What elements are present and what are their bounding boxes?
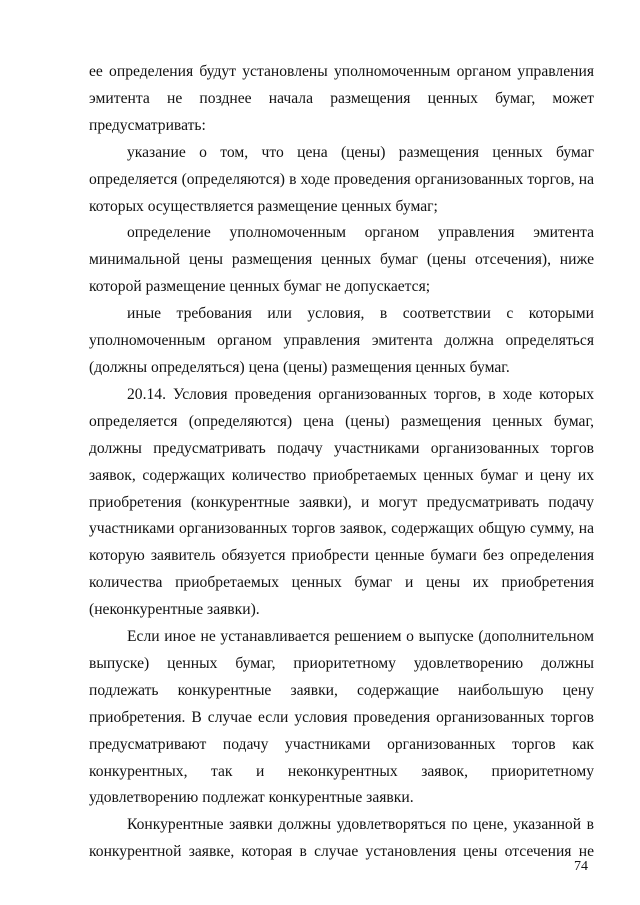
paragraph-other-requirements: иные требования или условия, в соответствии с которыми уполномоченным органом управления эмитента должна определяться (должны определяться) цена (цены) размещения ценных бумаг. bbox=[89, 305, 594, 376]
page-number: 74 bbox=[574, 859, 588, 874]
paragraph-cutoff-price: определение уполномоченным органом управления эмитента минимальной цены размещения ценных бумаг (цены отсечения), ниже которой размещение ценных бумаг не допускается; bbox=[89, 224, 594, 296]
paragraph-competitive-bids: Конкурентные заявки должны удовлетворяться по цене, указанной в конкурентной заявке, которая в случае установления цены отсечения не bbox=[89, 816, 594, 861]
paragraph-priority: Если иное не устанавливается решением о выпуске (дополнительном выпуске) ценных бумаг, приоритетному удовлетворению должны подлежать конкурентные заявки, содержащие наибольшую цену приобретения. В случае если условия проведения организованных торгов предусматривают подачу участниками организованных торгов как конкурентных, так и неконкурентных заявок, приоритетному удовлетворению подлежат конкурентные заявки. bbox=[89, 628, 594, 807]
paragraph-clause-20-14: 20.14. Условия проведения организованных торгов, в ходе которых определяется (определяются) цена (цены) размещения ценных бумаг, должны предусматривать подачу участниками организованных торгов заявок, содержащих количество приобретаемых ценных бумаг и цену их приобретения (конкурентные заявки), и могут предусматривать подачу участниками организованных торгов заявок, содержащих общую сумму, на которую заявитель обязуется приобрести ценные бумаги без определения количества приобретаемых ценных бумаг и цены их приобретения (неконкурентные заявки). bbox=[89, 385, 594, 619]
page-body bbox=[89, 59, 594, 866]
paragraph-price-indication: указание о том, что цена (цены) размещения ценных бумаг определяется (определяются) в ходе проведения организованных торгов, на которых осуществляется размещение ценных бумаг; bbox=[89, 143, 594, 215]
paragraph-continuation: ее определения будут установлены уполномоченным органом управления эмитента не позднее начала размещения ценных бумаг, может предусматривать: bbox=[89, 63, 594, 134]
